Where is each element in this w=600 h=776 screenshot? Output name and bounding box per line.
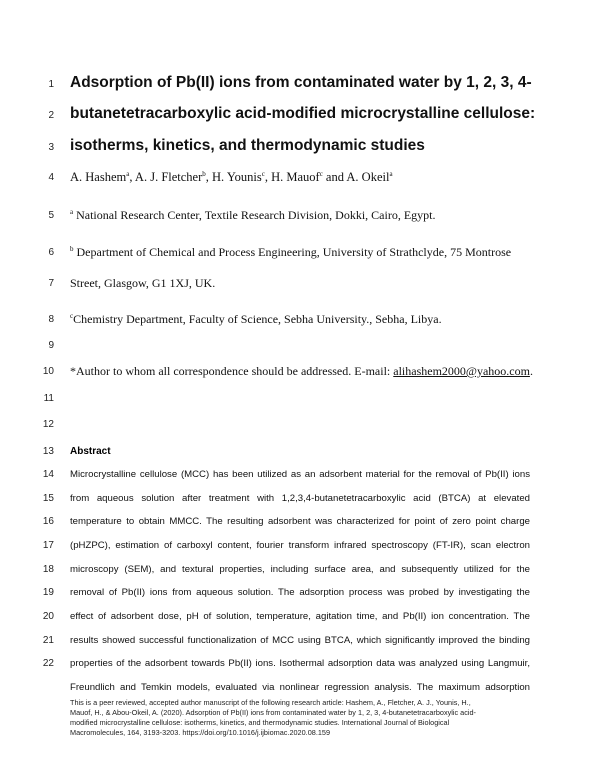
citation-line: modified microcrystalline cellulose: isotherms, kinetics, and thermodynamic studies. International Journal of Biological [70, 718, 450, 727]
author-affiliation-mark: a [126, 169, 130, 178]
line-number: 19 [42, 587, 54, 598]
abstract-line: Microcrystalline cellulose (MCC) has been utilized as an adsorbent material for the removal of Pb(II) ions [70, 469, 530, 480]
abstract-line: Freundlich and Temkin models, evaluated via nonlinear regression analysis. The maximum adsorption [70, 682, 530, 693]
correspondence-note [70, 364, 560, 379]
paper-title-line: Adsorption of Pb(II) ions from contaminated water by 1, 2, 3, 4- [70, 74, 532, 91]
affiliation-c [70, 312, 560, 327]
abstract-line: results showed successful functionalization of MCC using BTCA, which significantly improved the binding [70, 635, 530, 646]
correspondence-end: . [529, 364, 533, 378]
email-link[interactable]: alihashem2000@yahoo.com [393, 364, 530, 378]
author-affiliation-mark: a [389, 169, 393, 178]
citation-footer [70, 698, 540, 738]
abstract-heading: Abstract [70, 446, 111, 457]
author-name: H. Mauof [271, 170, 320, 184]
abstract-line: from aqueous solution after treatment with 1,2,3,4-butanetetracarboxylic acid (BTCA) at elevated [70, 493, 530, 504]
author-name: A. Hashem [70, 170, 127, 184]
author-separator: , [264, 170, 272, 184]
line-number: 15 [42, 493, 54, 504]
author-list [70, 170, 560, 185]
line-number: 6 [48, 247, 54, 258]
author-affiliation-mark: c [319, 169, 323, 178]
paper-title-line: butanetetracarboxylic acid-modified microcrystalline cellulose: [70, 105, 536, 122]
line-number: 9 [48, 340, 54, 351]
abstract-line: (pHZPC), estimation of carboxyl content, fourier transform infrared spectroscopy (FT-IR), scan electron [70, 540, 530, 551]
line-number: 12 [42, 419, 54, 430]
paper-title-line: isotherms, kinetics, and thermodynamic studies [70, 137, 425, 154]
line-number: 17 [42, 540, 54, 551]
author-separator: , [129, 170, 135, 184]
line-number: 13 [42, 446, 54, 457]
line-number: 14 [42, 469, 54, 480]
affiliation-a [70, 208, 560, 223]
affiliation-mark: a [70, 208, 74, 216]
author-affiliation-mark: c [261, 169, 265, 178]
line-number: 2 [48, 110, 54, 121]
author-separator: and [322, 170, 347, 184]
line-number: 4 [48, 172, 54, 183]
author-name: H. Younis [212, 170, 262, 184]
affiliation-text: Chemistry Department, Faculty of Science, Sebha University., Sebha, Libya. [73, 312, 442, 326]
line-number: 11 [43, 393, 54, 404]
line-number: 16 [42, 516, 54, 527]
author-name: A. J. Fletcher [134, 170, 203, 184]
correspondence-text: *Author to whom all correspondence should be addressed. E-mail: [70, 364, 394, 378]
abstract-line: temperature to obtain MMCC. The resulting adsorbent was characterized for point of zero point charge [70, 516, 530, 527]
author-separator: , [205, 170, 213, 184]
affiliation-text: National Research Center, Textile Research Division, Dokki, Cairo, Egypt. [76, 208, 436, 222]
affiliation-mark: b [70, 245, 74, 253]
line-number: 22 [42, 658, 54, 669]
author-name: A. Okeil [346, 170, 390, 184]
line-number: 1 [48, 79, 54, 90]
line-number: 20 [42, 611, 54, 622]
line-number: 5 [48, 210, 54, 221]
citation-line: Mauof, H., & Abou-Okeil, A. (2020). Adsorption of Pb(II) ions from contaminated water by 1, 2, 3, 4-butanetetracarboxylic acid- [70, 708, 476, 717]
author-affiliation-mark: b [202, 169, 206, 178]
abstract-line: microscopy (SEM), and textural properties, including surface area, and subsequently utilized for the [70, 564, 530, 575]
line-number: 7 [48, 278, 54, 289]
citation-line: This is a peer reviewed, accepted author manuscript of the following research article: Hashem, A., Fletcher, A. J., Younis, H., [70, 698, 471, 707]
line-number: 21 [42, 635, 54, 646]
affiliation-text: Department of Chemical and Process Engineering, University of Strathclyde, 75 Montrose [76, 245, 512, 259]
abstract-line: effect of adsorbent dose, pH of solution, temperature, agitation time, and Pb(II) ion concentration. The [70, 611, 530, 622]
abstract-line: properties of the adsorbent towards Pb(II) ions. Isothermal adsorption data was analyzed using Langmuir, [70, 658, 530, 669]
line-number: 10 [42, 366, 54, 377]
line-number: 8 [48, 314, 54, 325]
line-number: 18 [42, 564, 54, 575]
affiliation-b-continued: Street, Glasgow, G1 1XJ, UK. [70, 276, 216, 290]
affiliation-b [70, 245, 560, 260]
affiliation-mark: c [70, 312, 74, 320]
citation-line: Macromolecules, 164, 3193-3203. https://doi.org/10.1016/j.ijbiomac.2020.08.159 [70, 728, 331, 737]
abstract-line: removal of Pb(II) ions from aqueous solution. The adsorption process was probed by investigating the [70, 587, 530, 598]
line-number: 3 [48, 142, 54, 153]
